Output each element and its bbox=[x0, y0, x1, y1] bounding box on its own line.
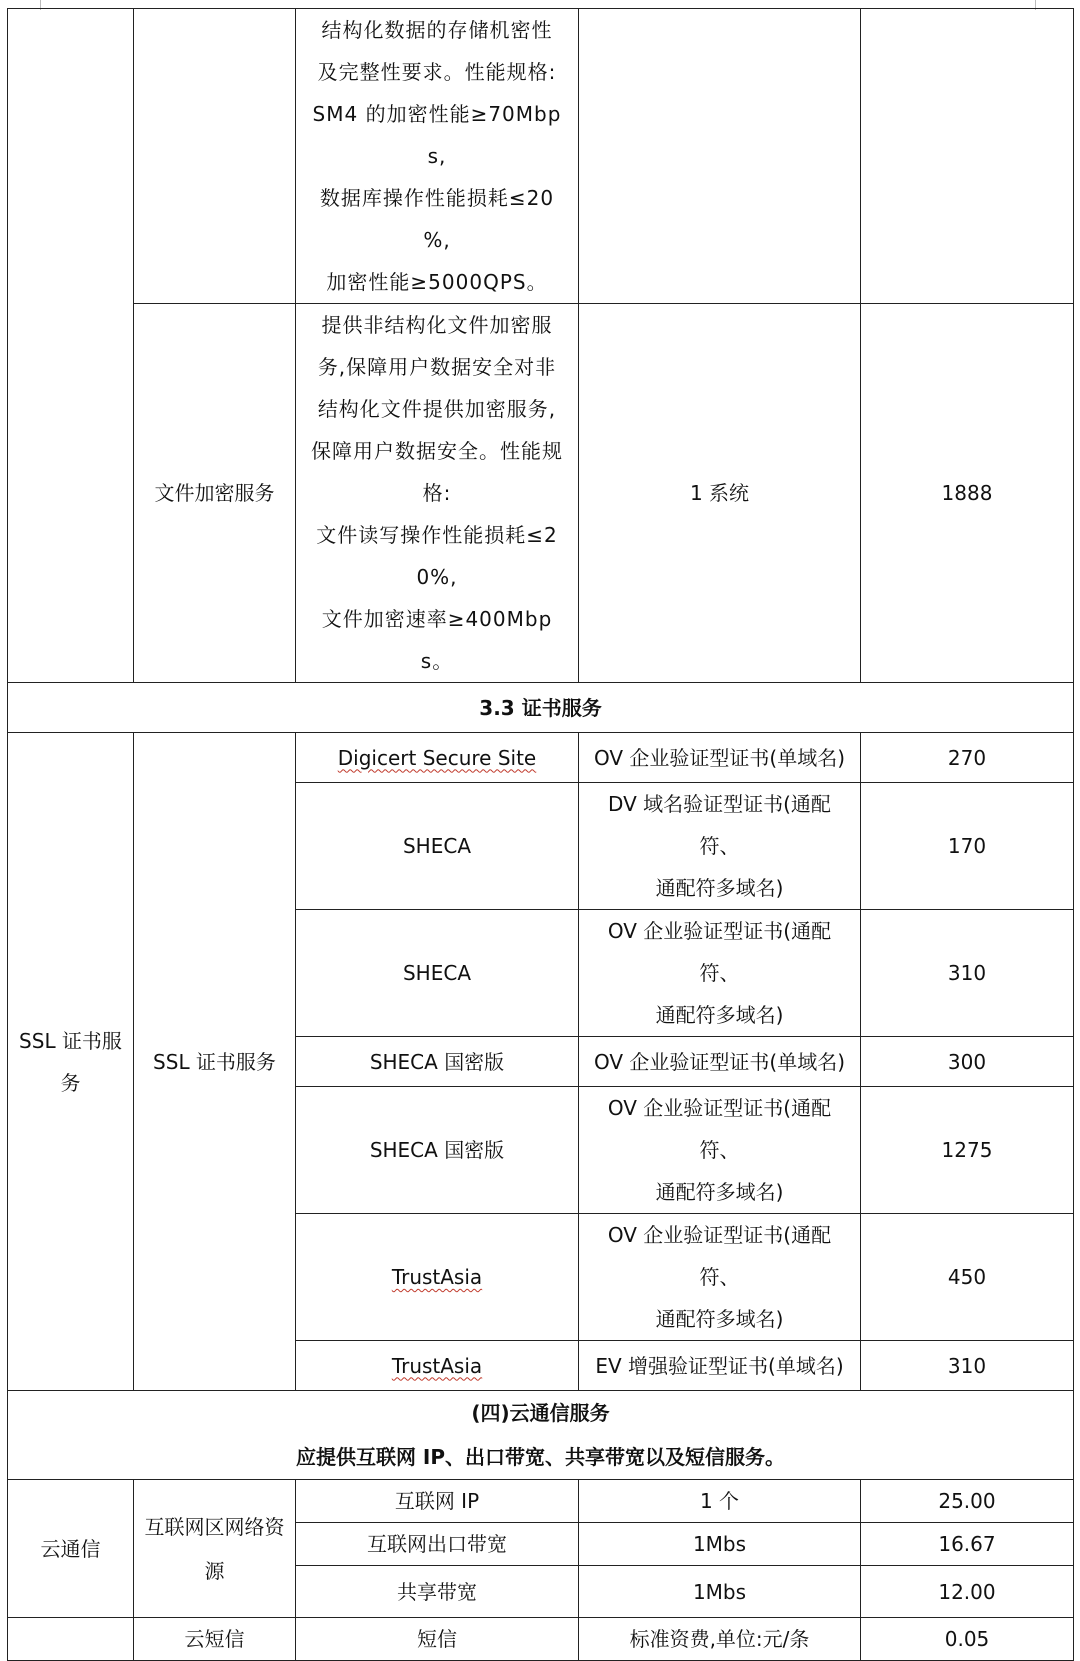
category-cell-cloud: 云通信 bbox=[8, 1480, 134, 1618]
service-cell-db-encryption bbox=[134, 9, 296, 304]
desc-line: %, bbox=[423, 228, 451, 252]
table-row-file-encryption bbox=[8, 304, 1074, 683]
pricing-table bbox=[7, 8, 1074, 1661]
brand-name: Digicert Secure Site bbox=[337, 745, 537, 770]
cert-type-cell bbox=[579, 1214, 861, 1341]
cert-type-line: OV 企业验证型证书(单域名) bbox=[593, 745, 846, 770]
desc-line: 格: bbox=[422, 481, 452, 505]
brand-cell bbox=[296, 910, 579, 1037]
brand-name: SHECA 国密版 bbox=[369, 1138, 505, 1162]
group-cell-network: 互联网区网络资源 bbox=[134, 1480, 296, 1618]
item-cell: 互联网出口带宽 bbox=[296, 1523, 579, 1566]
price-cell: 270 bbox=[861, 733, 1074, 783]
unit-cell: 1 个 bbox=[579, 1480, 861, 1523]
table-row-db-encryption bbox=[8, 9, 1074, 304]
unit-cell: 标准资费,单位:元/条 bbox=[579, 1618, 861, 1661]
unit-cell-file-encryption: 1 系统 bbox=[579, 304, 861, 683]
brand-cell bbox=[296, 1341, 579, 1391]
cert-type-line: 通配符多域名) bbox=[655, 1180, 784, 1204]
brand-cell bbox=[296, 1037, 579, 1087]
cert-type-line: EV 增强验证型证书(单域名) bbox=[595, 1353, 844, 1378]
section-row-cloud bbox=[8, 1391, 1074, 1480]
unit-cell: 1Mbs bbox=[579, 1566, 861, 1618]
brand-name: TrustAsia bbox=[391, 1265, 483, 1289]
price-cell: 310 bbox=[861, 1341, 1074, 1391]
category-cell-encryption bbox=[8, 9, 134, 683]
table-row-cloud bbox=[8, 1480, 1074, 1523]
brand-cell bbox=[296, 1214, 579, 1341]
item-cell: 短信 bbox=[296, 1618, 579, 1661]
table-row-cert bbox=[8, 733, 1074, 783]
section-heading-cert: 3.3 证书服务 bbox=[8, 683, 1074, 733]
brand-cell bbox=[296, 1087, 579, 1214]
price-cell: 12.00 bbox=[861, 1566, 1074, 1618]
section-row-cert bbox=[8, 683, 1074, 733]
cert-type-cell bbox=[579, 910, 861, 1037]
section-heading-cloud-desc: 应提供互联网 IP、出口带宽、共享带宽以及短信服务。 bbox=[295, 1445, 786, 1469]
section-heading-cloud bbox=[8, 1391, 1074, 1480]
section-heading-cloud-title: (四)云通信服务 bbox=[471, 1401, 610, 1425]
brand-name: SHECA bbox=[402, 961, 472, 985]
service-cell-file-encryption: 文件加密服务 bbox=[134, 304, 296, 683]
cert-type-line: DV 域名验证型证书(通配符、 bbox=[608, 792, 831, 858]
description-cell-db-encryption bbox=[296, 9, 579, 304]
price-cell: 300 bbox=[861, 1037, 1074, 1087]
cert-type-cell bbox=[579, 733, 861, 783]
price-cell: 0.05 bbox=[861, 1618, 1074, 1661]
cert-type-cell bbox=[579, 1037, 861, 1087]
brand-name: SHECA bbox=[402, 834, 472, 858]
brand-name: TrustAsia bbox=[391, 1353, 483, 1378]
desc-line: 务,保障用户数据安全对非 bbox=[317, 355, 557, 379]
cert-type-cell bbox=[579, 1341, 861, 1391]
description-cell-file-encryption bbox=[296, 304, 579, 683]
desc-line: 保障用户数据安全。性能规 bbox=[311, 439, 563, 463]
price-cell-db-encryption bbox=[861, 9, 1074, 304]
desc-line: 结构化文件提供加密服务, bbox=[317, 397, 557, 421]
cert-type-line: OV 企业验证型证书(通配符、 bbox=[607, 1096, 832, 1162]
desc-line: 加密性能≥5000QPS。 bbox=[326, 270, 548, 294]
price-cell: 450 bbox=[861, 1214, 1074, 1341]
cert-type-line: OV 企业验证型证书(通配符、 bbox=[607, 919, 832, 985]
cert-type-cell bbox=[579, 783, 861, 910]
cert-type-line: 通配符多域名) bbox=[655, 876, 784, 900]
brand-name: SHECA 国密版 bbox=[369, 1049, 505, 1074]
cert-type-line: OV 企业验证型证书(通配符、 bbox=[607, 1223, 832, 1289]
price-cell: 170 bbox=[861, 783, 1074, 910]
desc-line: 提供非结构化文件加密服 bbox=[321, 313, 553, 337]
desc-line: 文件读写操作性能损耗≤2 bbox=[316, 523, 558, 547]
price-cell: 25.00 bbox=[861, 1480, 1074, 1523]
service-cell-ssl: SSL 证书服务 bbox=[134, 733, 296, 1391]
table-row-sms bbox=[8, 1618, 1074, 1661]
desc-line: 文件加密速率≥400Mbps。 bbox=[321, 607, 553, 673]
cert-type-line: 通配符多域名) bbox=[655, 1307, 784, 1331]
price-cell: 310 bbox=[861, 910, 1074, 1037]
cert-type-cell bbox=[579, 1087, 861, 1214]
desc-line: 及完整性要求。性能规格: bbox=[317, 60, 557, 84]
category-cell-empty bbox=[8, 1618, 134, 1661]
desc-line: SM4 的加密性能≥70Mbps, bbox=[312, 102, 562, 168]
cert-type-line: 通配符多域名) bbox=[655, 1003, 784, 1027]
desc-line: 数据库操作性能损耗≤20 bbox=[319, 186, 555, 210]
item-cell: 共享带宽 bbox=[296, 1566, 579, 1618]
price-cell: 16.67 bbox=[861, 1523, 1074, 1566]
unit-cell-db-encryption bbox=[579, 9, 861, 304]
price-cell-file-encryption: 1888 bbox=[861, 304, 1074, 683]
item-cell: 互联网 IP bbox=[296, 1480, 579, 1523]
category-cell-ssl: SSL 证书服务 bbox=[8, 733, 134, 1391]
unit-cell: 1Mbs bbox=[579, 1523, 861, 1566]
price-cell: 1275 bbox=[861, 1087, 1074, 1214]
group-cell-sms: 云短信 bbox=[134, 1618, 296, 1661]
cert-type-line: OV 企业验证型证书(单域名) bbox=[593, 1049, 846, 1074]
brand-cell bbox=[296, 733, 579, 783]
desc-line: 0%, bbox=[416, 565, 458, 589]
brand-cell bbox=[296, 783, 579, 910]
desc-line: 结构化数据的存储机密性 bbox=[321, 18, 553, 42]
